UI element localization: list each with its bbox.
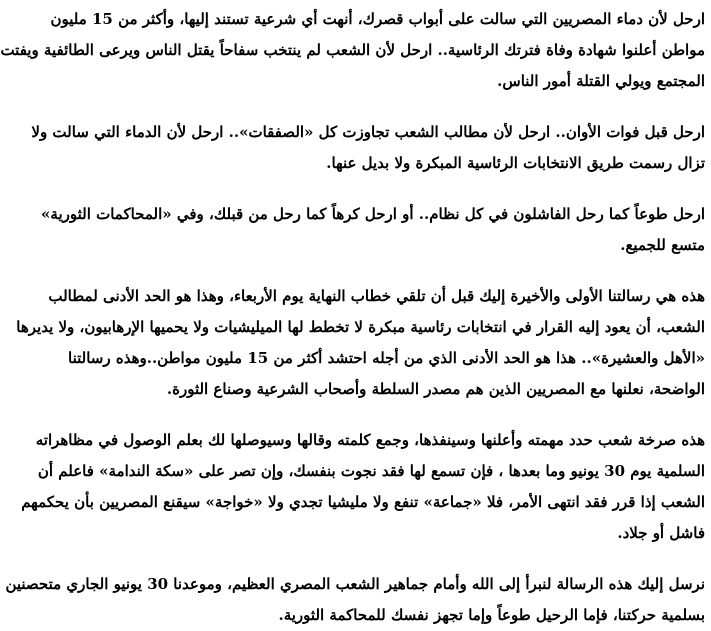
paragraph-4 [16, 281, 705, 405]
text-line: هذه هي رسالتنا الأولى والأخيرة إليك قبل أن تلقي خطاب النهاية يوم الأربعاء، وهذا هو الحد الأدنى لمطالب [48, 287, 705, 305]
text-line: «الأهل والعشيرة».. هذا هو الحد الأدنى الذي من أجله احتشد أكثر من 15 مليون مواطن..وهذه رسالتنا [68, 349, 705, 367]
text-line: تزال رسمت طريق الانتخابات الرئاسية المبكرة ولا بديل عنها. [326, 154, 705, 172]
text-line: نرسل إليك هذه الرسالة لنبرأ إلى الله وأمام جماهير الشعب المصري العظيم، وموعدنا 30 يونيو الجاري متحصنين [5, 575, 705, 593]
paragraph-2 [31, 117, 705, 179]
text-line: المجتمع ويولي القتلة أمور الناس. [497, 72, 705, 90]
text-line: متسع للجميع. [620, 236, 705, 254]
text-line: السلمية يوم 30 يونيو وما بعدها ، فإن تسمع لها فقد نجوت بنفسك، وإن تصر على «سكة الندامة» فاعلم أن [37, 462, 705, 480]
text-line: ارحل لأن دماء المصريين التي سالت على أبواب قصرك، أنهت أي شرعية تستند إليها، وأكثر من 15 مليون [50, 10, 705, 28]
text-line: بسلمية حركتنا، فإما الرحيل طوعاً وإما تجهز نفسك للمحاكمة الثورية. [278, 606, 705, 624]
text-line: الشعب إذا قرر فقد انتهى الأمر، فلا «جماعة» تنفع ولا مليشيا تجدي ولا «خواجة» سيقنع المصريين بأن يحكمهم [21, 493, 705, 511]
paragraph-6 [5, 569, 705, 631]
text-line: هذه صرخة شعب حدد مهمته وأعلنها وسينفذها، وجمع كلمته وقالها وسيوصلها لك بعلم الوصول في مظاهراته [35, 431, 705, 449]
paragraph-3 [41, 199, 705, 261]
text-line: ارحل طوعاً كما رحل الفاشلون في كل نظام.. أو ارحل كرهاً كما رحل من قبلك، وفي «المحاكمات الثورية» [41, 205, 705, 223]
paragraph-1 [0, 4, 705, 97]
text-line: مواطن أعلنوا شهادة وفاة فترتك الرئاسية.. ارحل لأن الشعب لم ينتخب سفاحاً يقتل الناس ويرعى الطائفية ويفتت [0, 41, 705, 59]
text-line: فاشل أو جلاد. [617, 524, 705, 542]
text-line: الشعب، أن يعود إليه القرار في انتخابات رئاسية مبكرة لا تخطط لها الميليشيات ولا يحميها الإرهابيون، ولا يديرها [16, 318, 705, 336]
paragraph-5 [21, 425, 705, 549]
text-line: الواضحة، نعلنها مع المصريين الذين هم مصدر السلطة وأصحاب الشرعية وصناع الثورة. [166, 380, 705, 398]
text-line: ارحل قبل فوات الأوان.. ارحل لأن مطالب الشعب تجاوزت كل «الصفقات».. ارحل لأن الدماء التي سالت ولا [31, 123, 705, 141]
